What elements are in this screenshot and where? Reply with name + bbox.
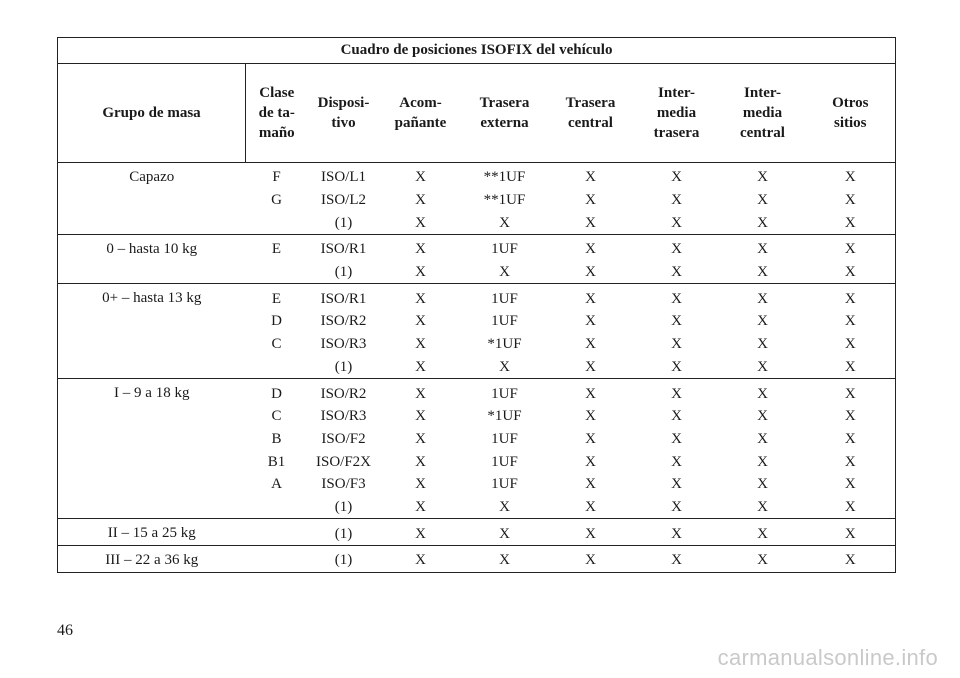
table-cell: E: [271, 241, 282, 258]
table-cell: *1UF: [487, 336, 522, 353]
table-cell: X: [671, 430, 682, 447]
group-label-cell: [58, 310, 246, 333]
table-cell: 1UF: [491, 453, 518, 470]
group-label-cell: III – 22 a 36 kg: [58, 549, 246, 572]
table-cell: 1UF: [491, 241, 518, 258]
table-cell: X: [380, 522, 462, 545]
table-cell: X: [806, 382, 896, 405]
isofix-positions-table: [57, 37, 896, 573]
header-intermedia-trasera: [634, 64, 720, 163]
table-cell: ISO/R2: [320, 313, 367, 330]
table-cell: X: [671, 313, 682, 330]
table-cell: (1): [308, 549, 380, 572]
header-intermedia-trasera-label: Inter- media trasera: [653, 85, 700, 141]
table-cell: X: [671, 290, 682, 307]
table-cell: X: [757, 192, 768, 209]
header-intermedia-central-label: Inter- media central: [740, 85, 785, 141]
table-cell: X: [720, 261, 806, 284]
table-cell: ISO/F3: [321, 476, 366, 493]
header-acompanante-label: Acom- pañante: [394, 95, 447, 131]
table-cell: X: [720, 496, 806, 519]
table-cell: [246, 549, 308, 572]
table-cell: X: [462, 211, 548, 234]
table-cell: X: [671, 385, 682, 402]
table-cell: X: [585, 430, 596, 447]
table-body: [58, 163, 896, 573]
table-cell: X: [585, 408, 596, 425]
table-cell: D: [271, 385, 282, 402]
header-trasera-externa-label: Trasera externa: [479, 95, 530, 131]
table-cell: F: [272, 169, 281, 186]
table-cell: X: [806, 238, 896, 261]
table-cell: X: [415, 290, 426, 307]
table-row: [58, 238, 896, 261]
watermark: carmanualsonline.info: [717, 645, 938, 670]
table-cell: ISO/F2: [321, 430, 366, 447]
table-cell: X: [634, 211, 720, 234]
table-cell: (1): [308, 356, 380, 379]
table-cell: X: [462, 496, 548, 519]
header-intermedia-central: [720, 64, 806, 163]
table-cell: X: [548, 496, 634, 519]
table-cell: X: [806, 333, 896, 356]
table-cell: X: [415, 336, 426, 353]
header-trasera-central: [548, 64, 634, 163]
group-label-cell: [58, 211, 246, 234]
table-cell: X: [671, 336, 682, 353]
table-cell: X: [757, 385, 768, 402]
table-cell: *1UF: [487, 408, 522, 425]
header-trasera-externa: [462, 64, 548, 163]
table-cell: X: [634, 549, 720, 572]
table-row: [58, 287, 896, 310]
table-cell: 1UF: [491, 430, 518, 447]
table-cell: X: [585, 169, 596, 186]
table-title: Cuadro de posiciones ISOFIX del vehículo: [58, 38, 896, 64]
group-label-cell: [58, 261, 246, 284]
table-cell: ISO/R1: [320, 290, 367, 307]
table-cell: X: [634, 261, 720, 284]
table-cell: X: [380, 496, 462, 519]
table-cell: [246, 356, 308, 379]
table-cell: X: [548, 356, 634, 379]
table-cell: X: [415, 408, 426, 425]
table-row: [58, 166, 896, 189]
table-cell: X: [462, 522, 548, 545]
table-cell: X: [757, 453, 768, 470]
table-cell: X: [671, 169, 682, 186]
table-cell: X: [585, 192, 596, 209]
table-cell: X: [806, 211, 896, 234]
header-trasera-central-label: Trasera central: [565, 95, 616, 131]
table-cell: G: [271, 192, 282, 209]
table-cell: X: [462, 549, 548, 572]
table-row: [58, 261, 896, 284]
group-label-cell: [58, 428, 246, 451]
table-cell: X: [806, 496, 896, 519]
table-cell: [246, 496, 308, 519]
table-cell: X: [806, 189, 896, 212]
table-cell: A: [271, 476, 282, 493]
group-label-cell: [58, 189, 246, 212]
group-label-cell: [58, 450, 246, 473]
group-label-cell: [58, 356, 246, 379]
table-cell: (1): [308, 211, 380, 234]
table-cell: X: [415, 192, 426, 209]
table-cell: X: [380, 549, 462, 572]
table-cell: X: [720, 211, 806, 234]
table-cell: X: [415, 241, 426, 258]
table-cell: (1): [308, 261, 380, 284]
table-cell: X: [548, 211, 634, 234]
table-cell: D: [271, 313, 282, 330]
table-cell: X: [806, 405, 896, 428]
table-cell: E: [271, 290, 282, 307]
table-cell: 1UF: [491, 385, 518, 402]
table-cell: X: [671, 453, 682, 470]
header-otros-sitios-label: Otros sitios: [832, 95, 869, 131]
page-number: 46: [57, 622, 73, 639]
header-clase-label: Clase de ta- maño: [258, 85, 295, 141]
table-cell: X: [548, 522, 634, 545]
table-row: [58, 189, 896, 212]
isofix-table-container: [57, 37, 895, 573]
table-cell: X: [634, 356, 720, 379]
table-row: [58, 310, 896, 333]
table-cell: X: [806, 261, 896, 284]
table-cell: X: [720, 549, 806, 572]
header-dispositivo-label: Disposi- tivo: [317, 95, 370, 131]
group-label-cell: [58, 405, 246, 428]
table-cell: X: [757, 169, 768, 186]
table-cell: X: [634, 496, 720, 519]
table-row: [58, 333, 896, 356]
table-cell: X: [415, 313, 426, 330]
group-label-cell: [58, 473, 246, 496]
table-cell: **1UF: [483, 192, 526, 209]
table-cell: X: [585, 290, 596, 307]
table-cell: C: [271, 336, 282, 353]
table-cell: X: [671, 476, 682, 493]
table-row: [58, 473, 896, 496]
table-cell: ISO/R2: [320, 385, 367, 402]
table-cell: [246, 211, 308, 234]
table-cell: X: [634, 522, 720, 545]
table-cell: X: [585, 453, 596, 470]
header-dispositivo: [308, 64, 380, 163]
table-cell: C: [271, 408, 282, 425]
group-label-cell: 0 – hasta 10 kg: [58, 238, 246, 261]
table-cell: X: [415, 476, 426, 493]
table-cell: ISO/L1: [321, 169, 366, 186]
table-cell: X: [806, 310, 896, 333]
table-cell: 1UF: [491, 476, 518, 493]
table-cell: (1): [308, 522, 380, 545]
header-grupo-de-masa: Grupo de masa: [58, 64, 246, 163]
table-cell: X: [806, 428, 896, 451]
table-cell: X: [380, 211, 462, 234]
table-row: [58, 405, 896, 428]
table-cell: (1): [308, 496, 380, 519]
table-cell: X: [757, 476, 768, 493]
table-cell: X: [671, 241, 682, 258]
table-cell: X: [720, 522, 806, 545]
table-row: [58, 522, 896, 545]
table-cell: X: [806, 166, 896, 189]
header-clase-de-tamano: [246, 64, 308, 163]
table-cell: X: [806, 450, 896, 473]
table-cell: X: [757, 408, 768, 425]
table-cell: [246, 522, 308, 545]
table-cell: ISO/L2: [321, 192, 366, 209]
table-cell: X: [806, 473, 896, 496]
table-cell: X: [806, 287, 896, 310]
table-cell: [246, 261, 308, 284]
table-cell: X: [462, 261, 548, 284]
table-cell: 1UF: [491, 313, 518, 330]
table-cell: X: [806, 549, 896, 572]
table-cell: X: [806, 522, 896, 545]
table-cell: 1UF: [491, 290, 518, 307]
table-cell: ISO/R3: [320, 408, 367, 425]
table-cell: X: [671, 408, 682, 425]
table-cell: ISO/R3: [320, 336, 367, 353]
table-cell: X: [757, 313, 768, 330]
table-cell: X: [757, 241, 768, 258]
table-cell: X: [806, 356, 896, 379]
group-label-cell: [58, 496, 246, 519]
header-acompanante: [380, 64, 462, 163]
table-cell: X: [757, 336, 768, 353]
table-cell: X: [548, 549, 634, 572]
table-cell: X: [671, 192, 682, 209]
table-row: [58, 450, 896, 473]
table-row: [58, 428, 896, 451]
table-cell: X: [415, 453, 426, 470]
table-cell: ISO/R1: [320, 241, 367, 258]
table-row: [58, 496, 896, 519]
table-cell: X: [415, 430, 426, 447]
table-row: [58, 549, 896, 572]
table-cell: X: [585, 476, 596, 493]
table-cell: X: [380, 356, 462, 379]
group-label-cell: I – 9 a 18 kg: [58, 382, 246, 405]
table-row: [58, 356, 896, 379]
table-cell: **1UF: [483, 169, 526, 186]
table-cell: X: [415, 385, 426, 402]
group-label-cell: 0+ – hasta 13 kg: [58, 287, 246, 310]
table-cell: X: [720, 356, 806, 379]
table-row: [58, 211, 896, 234]
table-cell: X: [415, 169, 426, 186]
table-cell: X: [585, 241, 596, 258]
table-cell: B: [271, 430, 282, 447]
group-label-cell: [58, 333, 246, 356]
group-label-cell: Capazo: [58, 166, 246, 189]
table-cell: X: [380, 261, 462, 284]
table-cell: X: [462, 356, 548, 379]
group-label-cell: II – 15 a 25 kg: [58, 522, 246, 545]
table-cell: X: [757, 430, 768, 447]
table-cell: X: [548, 261, 634, 284]
table-cell: X: [757, 290, 768, 307]
table-cell: X: [585, 385, 596, 402]
table-cell: X: [585, 313, 596, 330]
table-cell: ISO/F2X: [315, 453, 371, 470]
table-cell: X: [585, 336, 596, 353]
table-cell: B1: [267, 453, 286, 470]
table-row: [58, 382, 896, 405]
header-otros-sitios: [806, 64, 896, 163]
